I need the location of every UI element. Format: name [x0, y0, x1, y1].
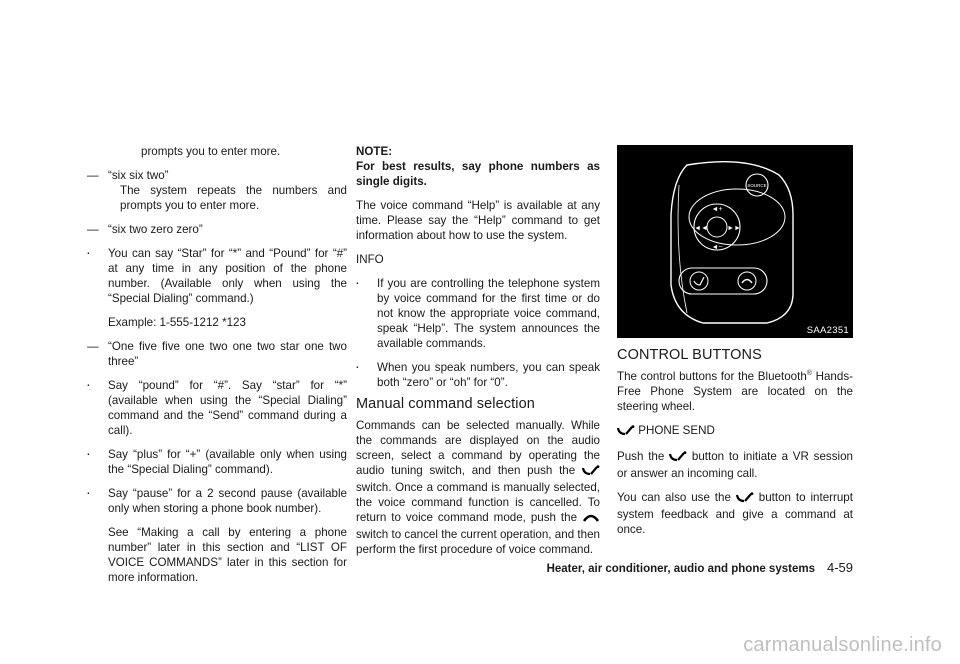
figure-caption: SAA2351 [806, 325, 849, 336]
watermark: carmanualsonline.info [743, 634, 942, 656]
phone-send-icon [582, 465, 600, 480]
bullet-marker: . [87, 246, 90, 257]
bullet-marker: . [87, 378, 90, 389]
page-number: 4-59 [826, 560, 853, 575]
dash-marker: — [87, 340, 99, 353]
svg-text:►►: ►► [727, 225, 741, 232]
section-heading: Manual command selection [356, 396, 535, 412]
svg-text:◄−: ◄− [711, 244, 723, 251]
interrupt-text: You can also use the button to interrupt system feedback and give a command at once. [617, 491, 853, 536]
bullet-text: If you are controlling the telephone system by voice command for the first time or do not know the appropriate voice command, speak “Help”. The system announces the available commands. [377, 277, 600, 350]
column-left [87, 144, 347, 585]
bullet-item [356, 360, 600, 390]
dash-text: “six six two” [108, 169, 169, 182]
bullet-text: Say “pound” for “#”. Say “star” for “*” (available when using the “Special Dialing” command and the “Send” command during a call). [108, 379, 347, 437]
push-text: Push the button to initiate a VR session or answer an incoming call. [617, 450, 853, 480]
bullet-text: Say “plus” for “+” (available only when using the “Special Dialing” command). [108, 448, 347, 476]
steering-wheel-controls-figure [617, 145, 853, 338]
dash-item [87, 222, 347, 237]
dash-marker: — [87, 169, 99, 182]
phone-send-icon [736, 492, 754, 507]
bullet-marker: . [356, 360, 359, 371]
phone-send-icon [617, 425, 635, 440]
help-text: The voice command “Help” is available at any time. Please say the “Help” command to get information about how to use the system. [356, 199, 600, 242]
bullet-item [87, 378, 347, 438]
dash-text: “One five five one two one two star one two three” [108, 340, 347, 368]
bullet-item [87, 246, 347, 306]
text-line: prompts you to enter more. [141, 145, 281, 158]
phone-send-icon [669, 451, 687, 466]
section-title: Heater, air conditioner, audio and phone systems [546, 563, 815, 575]
note-bold-text: For best results, say phone numbers as single digits. [356, 160, 600, 188]
bullet-item [356, 276, 600, 351]
column-right [617, 346, 853, 537]
dash-marker: — [87, 223, 99, 236]
phone-send-label: PHONE SEND [617, 423, 853, 440]
bullet-marker: . [356, 276, 359, 287]
phone-end-icon [582, 512, 600, 527]
example-text: Example: 1-555-1212 *123 [108, 316, 246, 329]
bullet-item [87, 486, 347, 516]
svg-text:◄+: ◄+ [711, 206, 723, 213]
bullet-marker: . [87, 486, 90, 497]
bullet-text: When you speak numbers, you can speak both “zero” or “oh” for “0”. [377, 361, 600, 389]
bullet-marker: . [87, 447, 90, 458]
dash-text: “six two zero zero” [108, 223, 203, 236]
page-footer [0, 560, 853, 575]
section-heading: CONTROL BUTTONS [617, 347, 762, 363]
bullet-text: Say “pause” for a 2 second pause (available only when storing a phone book number). [108, 487, 347, 515]
bullet-text: You can say “Star” for “*” and “Pound” for “#” at any time in any position of the phone number. (Available only when using the “Special Dialing” command.) [108, 247, 347, 305]
steering-switch-illustration [617, 145, 853, 338]
bullet-item [87, 447, 347, 477]
dash-item [87, 339, 347, 369]
cross-reference-text: See “Making a call by entering a phone number” later in this section and “LIST OF VOICE COMMANDS” later in this section for more information. [108, 526, 347, 584]
dash-subtext: The system repeats the numbers and prompts you to enter more. [120, 184, 347, 212]
svg-text:◄◄: ◄◄ [694, 225, 708, 232]
intro-text: The control buttons for the Bluetooth® Hands-Free Phone System are located on the steering wheel. [617, 370, 853, 413]
note-title: NOTE: [356, 145, 393, 158]
manual-selection-text: Commands can be selected manually. While the commands are displayed on the audio screen, select a command by operating the audio tuning switch, and then push the switch. Once a command is manually selected, the voice command function is cancelled. To return to voice command mode, push the switch to cancel the current operation, and then perform the first procedure of voice command. [356, 419, 600, 556]
column-middle [356, 144, 600, 557]
info-label: INFO [356, 253, 384, 266]
source-button-label: SOURCE [747, 183, 767, 188]
dash-item [87, 168, 347, 183]
